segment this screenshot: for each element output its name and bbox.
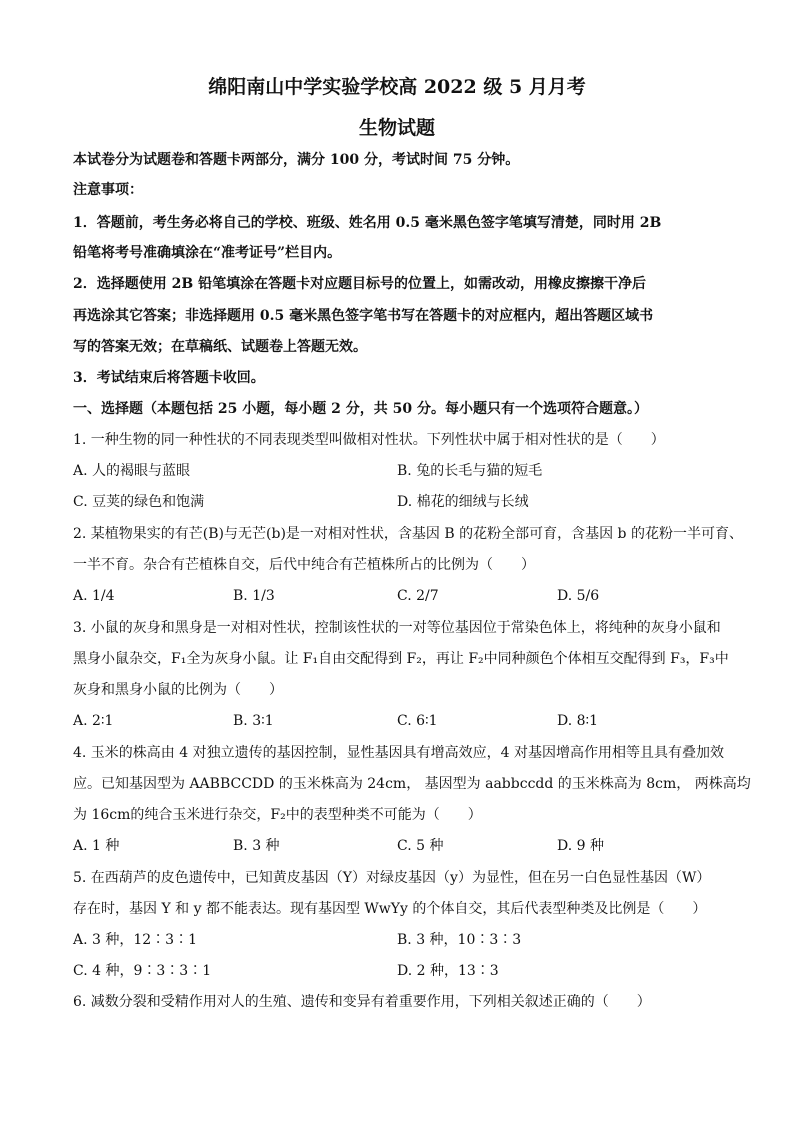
note-line: 1．答题前，考生务必将自己的学校、班级、姓名用 0.5 毫米黑色签字笔填写清楚，同时用 2B	[73, 215, 662, 231]
exam-title: 绵阳南山中学实验学校高 2022 级 5 月月考	[208, 76, 586, 98]
question-5-option-a: A. 3 种，12∶3∶1	[73, 932, 197, 948]
section-heading: 一、选择题（本题包括 25 小题，每小题 2 分，共 50 分。每小题只有一个选项符合题意。）	[73, 401, 648, 417]
question-6-stem: 6. 减数分裂和受精作用对人的生殖、遗传和变异有着重要作用，下列相关叙述正确的（ ）	[73, 994, 651, 1010]
question-4-option-a: A. 1 种	[73, 838, 120, 854]
question-2-stem: 一半不育。杂合有芒植株自交，后代中纯合有芒植株所占的比例为（ ）	[73, 557, 535, 573]
question-5-option-c: C. 4 种，9∶3∶3∶1	[73, 963, 212, 979]
question-1-option-d: D. 棉花的细绒与长绒	[397, 494, 529, 510]
intro-text: 本试卷分为试题卷和答题卡两部分，满分 100 分，考试时间 75 分钟。	[73, 152, 520, 168]
notes-heading: 注意事项：	[73, 182, 143, 198]
question-3-stem: 黑身小鼠杂交，F₁全为灰身小鼠。让 F₁自由交配得到 F₂，再让 F₂中同种颜色个体相互交配得到 F₃，F₃中	[73, 651, 729, 667]
question-3-option-d: D. 8∶1	[557, 713, 599, 729]
question-4-option-b: B. 3 种	[233, 838, 280, 854]
question-1-option-a: A. 人的褐眼与蓝眼	[73, 463, 191, 479]
question-4-stem: 4. 玉米的株高由 4 对独立遗传的基因控制，显性基因具有增高效应，4 对基因增高作用相等且具有叠加效	[73, 745, 724, 761]
question-4-option-d: D. 9 种	[557, 838, 604, 854]
question-2-option-b: B. 1/3	[233, 588, 275, 604]
question-2-option-c: C. 2/7	[397, 588, 439, 604]
question-1-option-b: B. 兔的长毛与猫的短毛	[397, 463, 543, 479]
question-2-stem: 2. 某植物果实的有芒(B)与无芒(b)是一对相对性状，含基因 B 的花粉全部可育，含基因 b 的花粉一半可育、	[73, 526, 743, 542]
note-line: 写的答案无效；在草稿纸、试题卷上答题无效。	[73, 339, 367, 355]
question-2-option-d: D. 5/6	[557, 588, 600, 604]
question-3-stem: 3. 小鼠的灰身和黑身是一对相对性状，控制该性状的一对等位基因位于常染色体上，将纯种的灰身小鼠和	[73, 620, 721, 636]
question-3-stem: 灰身和黑身小鼠的比例为（ ）	[73, 682, 283, 698]
question-1-stem: 1. 一种生物的同一种性状的不同表现类型叫做相对性状。下列性状中属于相对性状的是（ ）	[73, 432, 665, 448]
note-line: 3．考试结束后将答题卡收回。	[73, 370, 265, 386]
question-3-option-a: A. 2∶1	[73, 713, 114, 729]
note-line: 再选涂其它答案；非选择题用 0.5 毫米黑色签字笔书写在答题卡的对应框内，超出答题区域书	[73, 308, 654, 324]
note-line: 2．选择题使用 2B 铅笔填涂在答题卡对应题目标号的位置上，如需改动，用橡皮擦擦干净后	[73, 276, 647, 292]
question-5-stem: 存在时，基因 Y 和 y 都不能表达。现有基因型 WwYy 的个体自交，其后代表型种类及比例是（ ）	[73, 901, 707, 917]
question-4-stem: 应。已知基因型为 AABBCCDD 的玉米株高为 24cm， 基因型为 aabbccdd 的玉米株高为 8cm， 两株高均	[73, 776, 751, 792]
question-5-option-d: D. 2 种，13∶3	[397, 963, 499, 979]
question-4-option-c: C. 5 种	[397, 838, 444, 854]
subject-title: 生物试题	[358, 117, 435, 139]
question-3-option-b: B. 3∶1	[233, 713, 274, 729]
note-line: 铅笔将考号准确填涂在“准考证号”栏目内。	[73, 245, 342, 261]
question-3-option-c: C. 6∶1	[397, 713, 438, 729]
question-5-stem: 5. 在西葫芦的皮色遗传中，已知黄皮基因（Y）对绿皮基因（y）为显性，但在另一白色显性基因（W）	[73, 870, 711, 886]
question-2-option-a: A. 1/4	[73, 588, 115, 604]
question-1-option-c: C. 豆荚的绿色和饱满	[73, 494, 205, 510]
question-4-stem: 为 16cm的纯合玉米进行杂交，F₂中的表型种类不可能为（ ）	[73, 807, 482, 823]
question-5-option-b: B. 3 种，10∶3∶3	[397, 932, 522, 948]
